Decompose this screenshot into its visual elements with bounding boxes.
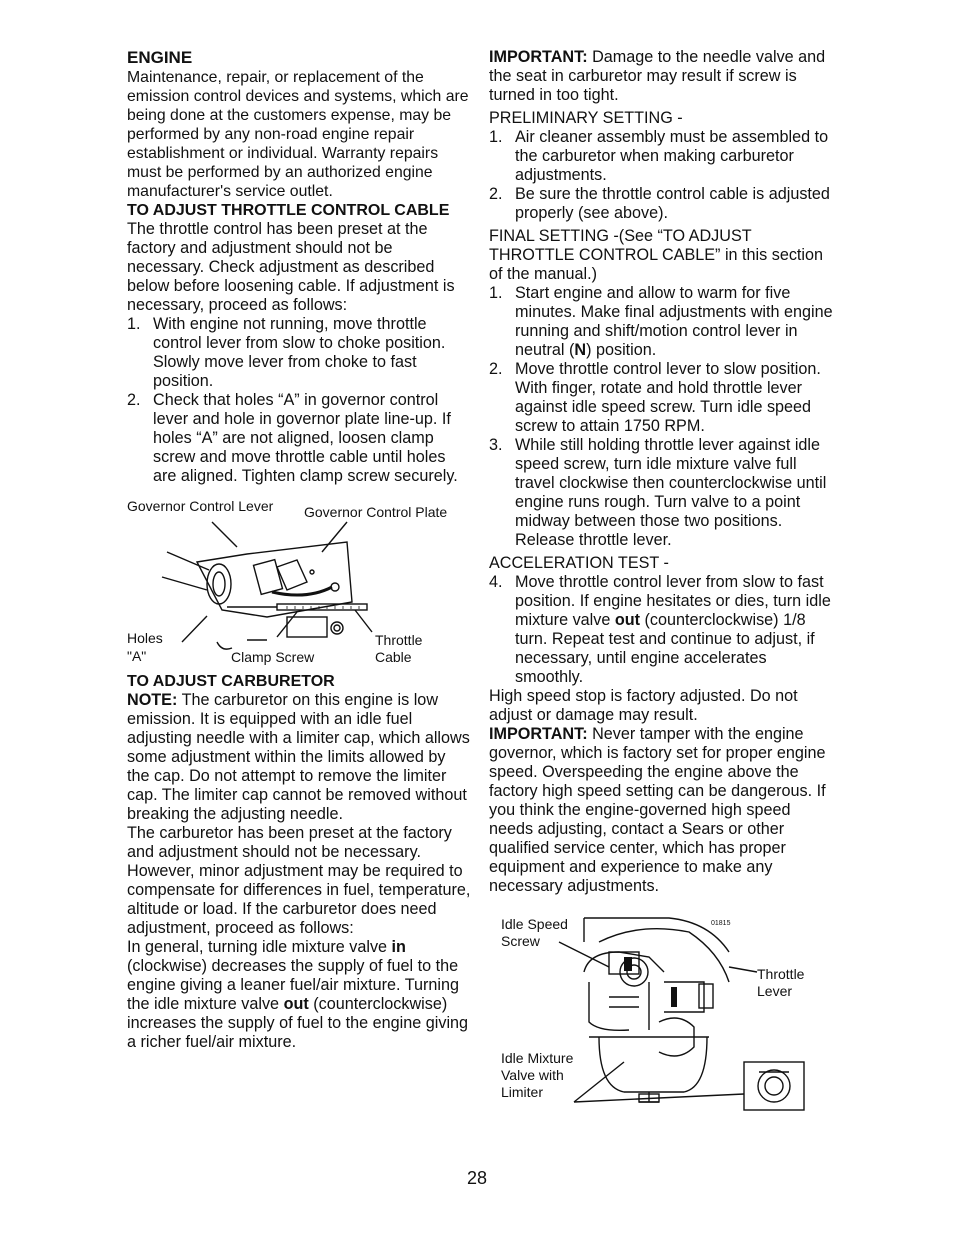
step-text: Be sure the throttle control cable is adjusted properly (see above).	[515, 185, 830, 222]
list-item	[127, 315, 472, 391]
step-text: While still holding throttle lever against idle speed screw, turn idle mixture valve full travel clockwise then counterclockwise until engine runs rough. Turn valve to a point midway between those two positions. Release throttle lever.	[515, 436, 827, 549]
throttle-intro: The throttle control has been preset at the factory and adjustment should not be necessary. Check adjustment as described below before loosening cable. If adjustment is necessary, proceed as follows:	[127, 220, 455, 314]
final-steps	[489, 284, 834, 550]
clamp-screw-label: Clamp Screw	[231, 649, 315, 665]
list-item	[489, 573, 834, 687]
accel-text-a: Move throttle control lever from slow to fast position. If engine hesitates or dies, turn idle mixture valve	[515, 573, 831, 629]
acceleration-heading: ACCELERATION TEST -	[489, 554, 669, 572]
throttle-lever-label-1: Throttle	[757, 966, 805, 982]
step-text	[515, 284, 834, 360]
accel-text-b: (counterclockwise) 1/8 turn. Repeat test and continue to adjust, if necessary, until engine accelerates smoothly.	[515, 611, 815, 686]
general-text-2: (clockwise) decreases the supply of fuel to the engine giving a leaner fuel/air mixture. Turning the idle mixture valve	[127, 957, 460, 1013]
step-text: Air cleaner assembly must be assembled to the carburetor when making carburetor adjustments.	[515, 128, 829, 184]
general-paragraph	[127, 938, 472, 1052]
list-item	[489, 284, 834, 360]
general-out: out	[283, 995, 309, 1013]
accel-out: out	[614, 611, 641, 629]
step-text: Move throttle control lever to slow position. With finger, rotate and hold throttle lever against idle speed screw. Turn idle speed screw to attain 1750 RPM.	[515, 360, 821, 435]
step-text	[515, 573, 834, 687]
step-number: 3.	[489, 436, 503, 454]
general-text-1: In general, turning idle mixture valve	[127, 938, 392, 956]
preset-paragraph: The carburetor has been preset at the factory and adjustment should not be necessary. However, minor adjustment may be required to compensate for differences in fuel, temperature, altitude or load. If the carburetor does need adjustment, proceed as follows:	[127, 824, 471, 937]
note-label: NOTE:	[127, 691, 178, 709]
screw-label: Screw	[501, 933, 540, 949]
valve-with-label: Valve with	[501, 1067, 564, 1083]
step-text: With engine not running, move throttle control lever from slow to choke position. Slowly move lever from choke to fast position.	[153, 315, 446, 390]
engine-heading: ENGINE	[127, 48, 193, 67]
important-2-label: IMPORTANT:	[489, 725, 588, 743]
limiter-label: Limiter	[501, 1084, 544, 1100]
final-heading: FINAL SETTING -(See “TO ADJUST THROTTLE CONTROL CABLE” in this section of the manual.)	[489, 227, 824, 283]
important-2-paragraph	[489, 725, 834, 896]
holes-a-label: "A"	[127, 648, 147, 664]
idle-speed-label: Idle Speed	[501, 916, 568, 932]
step-number: 2.	[489, 360, 503, 378]
step-number: 2.	[127, 391, 141, 409]
cable-label: Cable	[375, 649, 412, 665]
governor-lever-label: Governor Control Lever	[127, 498, 274, 514]
holes-label: Holes	[127, 630, 163, 646]
throttle-label: Throttle	[375, 632, 423, 648]
engine-paragraph: Maintenance, repair, or replacement of the emission control devices and systems, which are being done at the customers expense, may be performed by any non-road engine repair establishment or individual. Warranty repairs must be performed by an authorized engine manufacturer's service outlet.	[127, 69, 469, 200]
left-column	[127, 48, 472, 1052]
step-number: 1.	[489, 284, 503, 302]
right-column	[489, 48, 834, 1112]
important-1-paragraph	[489, 48, 834, 105]
carburetor-heading: TO ADJUST CARBURETOR	[127, 673, 335, 690]
important-1-text: Damage to the needle valve and the seat in carburetor may result if screw is turned in too tight.	[489, 48, 826, 104]
final-step-1-text-b: ) position.	[586, 341, 657, 359]
list-item	[489, 128, 834, 185]
list-item	[127, 391, 472, 486]
note-text: The carburetor on this engine is low emission. It is equipped with an idle fuel adjusting needle with a limiter cap, which allows some adjustment within the limits allowed by the cap. Do not attempt to remove the limiter cap. The limiter cap cannot be removed without breaking the adjusting needle.	[127, 691, 470, 823]
throttle-heading: TO ADJUST THROTTLE CONTROL CABLE	[127, 202, 450, 219]
throttle-steps	[127, 315, 472, 486]
preliminary-heading: PRELIMINARY SETTING -	[489, 109, 683, 127]
important-1-label: IMPORTANT:	[489, 48, 588, 66]
step-number: 1.	[489, 128, 503, 146]
carburetor-figure	[489, 912, 834, 1112]
step-text: Check that holes “A” in governor control lever and hole in governor plate line-up. If holes “A” are not aligned, loosen clamp screw and move throttle cable until holes are aligned. Tighten clamp screw securely.	[153, 391, 458, 485]
list-item	[489, 185, 834, 223]
final-step-1-text-a: Start engine and allow to warm for five minutes. Make final adjustments with engine running and shift/motion control lever in neutral (	[515, 284, 833, 359]
high-speed-paragraph: High speed stop is factory adjusted. Do not adjust or damage may result.	[489, 687, 798, 724]
neutral-n: N	[574, 341, 587, 359]
idle-mixture-label: Idle Mixture	[501, 1050, 574, 1066]
important-2-text: Never tamper with the engine governor, which is factory set for proper engine speed. Overspeeding the engine above the factory high speed setting can be dangerous. If you think the engine-governed high speed needs adjusting, contact a Sears or other qualified service center, which has proper equipment and experience to make any necessary adjustments.	[489, 725, 826, 895]
figure-code: 01815	[711, 920, 731, 927]
step-number: 2.	[489, 185, 503, 203]
preliminary-steps	[489, 128, 834, 223]
general-text-3: (counterclockwise) increases the supply of fuel to the engine giving a richer fuel/air mixture.	[127, 995, 469, 1051]
page-number: 28	[466, 1168, 488, 1188]
step-number: 4.	[489, 573, 503, 591]
acceleration-steps	[489, 573, 834, 687]
list-item	[489, 360, 834, 436]
throttle-lever-label-2: Lever	[757, 983, 793, 999]
list-item	[489, 436, 834, 550]
governor-plate-label: Governor Control Plate	[304, 504, 448, 520]
step-number: 1.	[127, 315, 141, 333]
general-in: in	[391, 938, 406, 956]
governor-figure	[127, 492, 472, 668]
note-paragraph	[127, 691, 472, 824]
